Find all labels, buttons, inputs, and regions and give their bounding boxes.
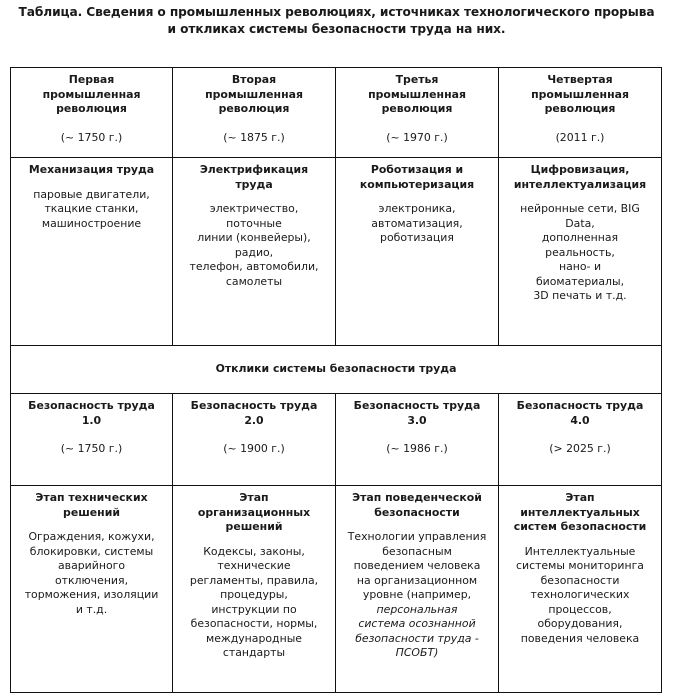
- breakthrough-heading: интеллектуализация: [513, 177, 647, 191]
- safety-version-title: Безопасность труда: [28, 399, 155, 412]
- stage-heading: Этап: [239, 491, 269, 504]
- stage-item: процессов,: [548, 602, 612, 616]
- stage-item: отключения,: [54, 573, 129, 587]
- breakthrough-cell-4: [499, 158, 662, 346]
- stage-item: оборудования,: [537, 617, 623, 630]
- breakthrough-item: телефон, автомобили,: [189, 260, 319, 273]
- breakthrough-item: Data,: [565, 216, 595, 230]
- stage-item: регламенты, правила,: [189, 573, 319, 587]
- revolution-title: революция: [381, 102, 453, 115]
- breakthrough-item: автоматизация,: [371, 216, 463, 230]
- safety-version-cell-4: [499, 394, 662, 486]
- stage-item: аварийного: [57, 559, 125, 572]
- revolution-title: Третья: [395, 73, 439, 86]
- stages-row: [11, 486, 662, 693]
- revolution-title: революция: [56, 102, 127, 115]
- stage-item: Ограждения, кожухи,: [28, 530, 155, 543]
- stage-item: блокировки, системы: [29, 544, 154, 558]
- revolution-date: (~ 1750 г.): [60, 130, 123, 144]
- stage-item-italic: ПСОБТ): [395, 646, 439, 659]
- safety-version-title: Безопасность труда: [353, 399, 481, 412]
- stage-heading: решений: [63, 505, 120, 519]
- stage-item: безопасным: [382, 544, 452, 558]
- breakthrough-heading: Электрификация: [199, 163, 309, 176]
- safety-version-cell-3: [336, 394, 499, 486]
- stage-item: Кодексы, законы,: [203, 544, 305, 558]
- stage-item: поведения человека: [520, 631, 640, 645]
- caption-line-1: Таблица. Сведения о промышленных революциях, источниках технологического прорыва: [18, 5, 655, 19]
- revolution-title: революция: [218, 102, 290, 115]
- stage-heading: решений: [225, 520, 283, 533]
- revolution-title: Вторая: [231, 73, 277, 86]
- revolution-cell-2: [173, 68, 336, 158]
- stage-cell-3: [336, 486, 499, 693]
- stage-item: технические: [217, 559, 291, 572]
- breakthrough-heading: Роботизация и: [370, 163, 464, 176]
- breakthrough-item: радио,: [234, 245, 274, 259]
- stage-item: торможения, изоляции: [24, 588, 159, 601]
- section-row: [11, 346, 662, 394]
- revolution-title: революция: [544, 102, 616, 115]
- stage-item: инструкции по: [211, 602, 297, 616]
- stage-item: технологических: [530, 588, 630, 601]
- stage-cell-4: [499, 486, 662, 693]
- stage-item: процедуры,: [220, 588, 288, 601]
- revolution-date: (~ 1970 г.): [386, 130, 448, 144]
- revolution-title: Четвертая: [547, 73, 613, 86]
- breakthrough-item: роботизация: [380, 231, 454, 244]
- revolution-cell-3: [336, 68, 499, 158]
- revolution-title: промышленная: [205, 87, 303, 101]
- safety-version-date: (~ 1900 г.): [223, 442, 285, 455]
- breakthrough-item: ткацкие станки,: [44, 202, 139, 215]
- revolutions-table: [10, 67, 662, 693]
- stage-item: и т.д.: [75, 602, 108, 616]
- stage-heading: интеллектуальных: [520, 505, 640, 519]
- stage-item: безопасности: [540, 573, 620, 587]
- stage-item: безопасности, нормы,: [190, 617, 318, 630]
- stage-item: системы мониторинга: [516, 559, 644, 572]
- stage-heading: Этап поведенческой: [352, 491, 482, 504]
- section-title: Отклики системы безопасности труда: [11, 346, 662, 394]
- revolution-date: (2011 г.): [555, 130, 605, 144]
- safety-version-number: 3.0: [407, 413, 427, 427]
- revolution-cell-4: [499, 68, 662, 158]
- breakthrough-item: 3D печать и т.д.: [533, 289, 627, 302]
- stage-heading: организационных: [197, 505, 311, 519]
- revolution-title: промышленная: [42, 87, 141, 101]
- breakthrough-heading: Цифровизация,: [530, 163, 630, 176]
- safety-version-cell-1: [11, 394, 173, 486]
- stage-item: поведением человека: [353, 559, 481, 572]
- breakthrough-item: линии (конвейеры),: [197, 231, 311, 244]
- breakthrough-heading: труда: [235, 177, 273, 191]
- breakthrough-heading: компьютеризация: [359, 177, 475, 191]
- breakthrough-item: самолеты: [225, 274, 283, 288]
- stage-heading: Этап: [565, 491, 595, 504]
- revolution-cell-1: [11, 68, 173, 158]
- revolution-title: промышленная: [368, 87, 466, 101]
- revolutions-row: [11, 68, 662, 158]
- revolution-title: промышленная: [531, 87, 629, 101]
- stage-heading: безопасности: [374, 505, 460, 519]
- breakthrough-item: биоматериалы,: [535, 274, 625, 288]
- breakthrough-item: нано- и: [558, 260, 602, 273]
- breakthrough-item: поточные: [226, 216, 282, 230]
- breakthrough-item: паровые двигатели,: [33, 187, 150, 201]
- table-caption: [0, 0, 673, 42]
- breakthrough-item: нейронные сети, BIG: [520, 202, 640, 215]
- stage-cell-1: [11, 486, 173, 693]
- stage-item-italic: система осознанной: [358, 617, 476, 630]
- stage-item-italic: безопасности труда -: [355, 631, 479, 645]
- breakthrough-item: электричество,: [209, 202, 299, 215]
- stage-cell-2: [173, 486, 336, 693]
- safety-version-title: Безопасность труда: [516, 399, 644, 412]
- revolution-title: Первая: [68, 73, 115, 86]
- safety-version-number: 1.0: [81, 413, 102, 427]
- breakthrough-heading: Механизация труда: [28, 163, 155, 176]
- stage-heading: систем безопасности: [513, 520, 647, 533]
- safety-version-number: 4.0: [570, 413, 590, 427]
- stage-item: Технологии управления: [347, 530, 487, 543]
- safety-versions-row: [11, 394, 662, 486]
- breakthrough-cell-2: [173, 158, 336, 346]
- stage-item: на организационном: [356, 573, 478, 587]
- stage-item: уровне (например,: [362, 588, 472, 601]
- breakthrough-item: реальность,: [545, 245, 615, 259]
- safety-version-cell-2: [173, 394, 336, 486]
- safety-version-number: 2.0: [244, 413, 264, 427]
- breakthrough-item: электроника,: [378, 202, 456, 215]
- stage-item: Интеллектуальные: [524, 544, 636, 558]
- revolution-date: (~ 1875 г.): [223, 130, 285, 144]
- safety-version-title: Безопасность труда: [190, 399, 318, 412]
- caption-line-2: и откликах системы безопасности труда на них.: [167, 22, 506, 36]
- breakthrough-item: машиностроение: [41, 216, 142, 230]
- safety-version-date: (~ 1986 г.): [386, 442, 448, 455]
- breakthrough-cell-1: [11, 158, 173, 346]
- safety-version-date: (~ 1750 г.): [60, 442, 123, 455]
- stage-heading: Этап технических: [35, 491, 148, 504]
- stage-item: стандарты: [222, 646, 286, 659]
- breakthrough-cell-3: [336, 158, 499, 346]
- breakthrough-item: дополненная: [541, 231, 619, 244]
- stage-item-italic: персональная: [376, 602, 458, 616]
- breakthroughs-row: [11, 158, 662, 346]
- stage-item: международные: [205, 631, 303, 645]
- safety-version-date: (> 2025 г.): [549, 442, 611, 455]
